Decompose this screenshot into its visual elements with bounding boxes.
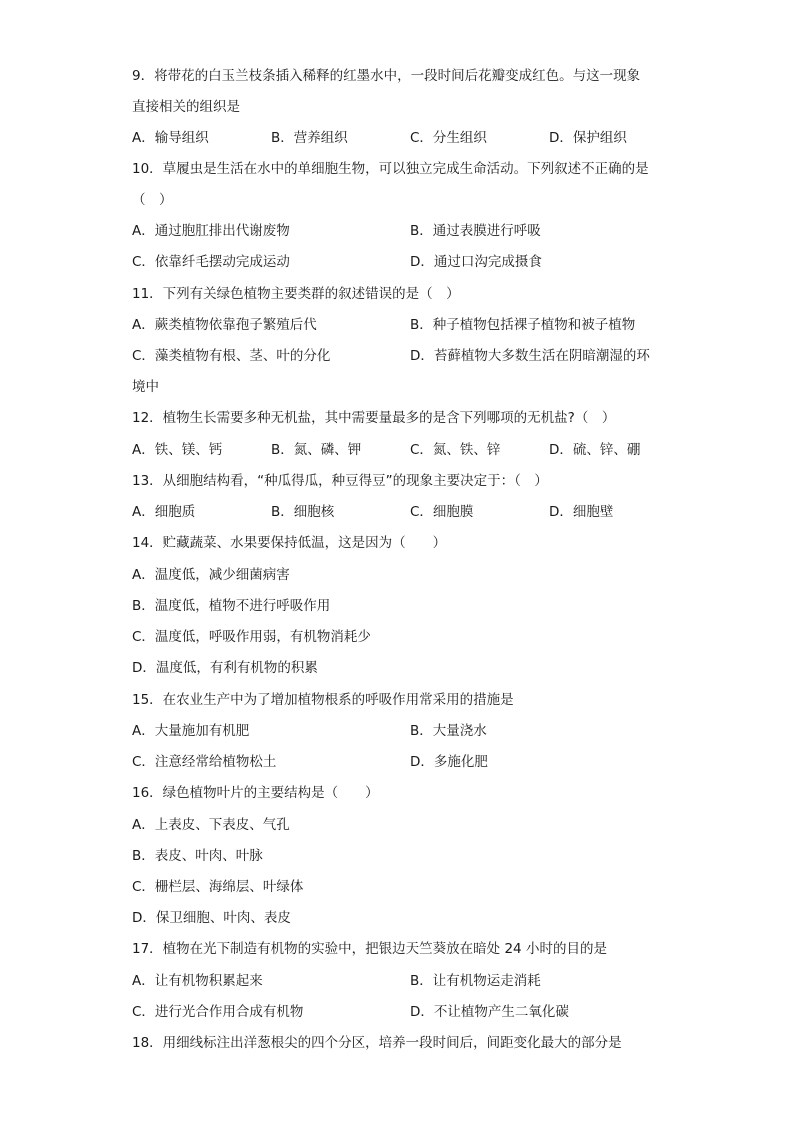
question-14-option-d: D．温度低，有利有机物的积累 [132, 660, 318, 676]
question-14-option-c: C．温度低，呼吸作用弱，有机物消耗少 [132, 629, 371, 645]
question-10-stem-line-1: 10．草履虫是生活在水中的单细胞生物，可以独立完成生命活动。下列叙述不正确的是 [132, 161, 649, 177]
question-14-option-a: A．温度低，减少细菌病害 [132, 567, 290, 583]
question-11-option-a: A．蕨类植物依靠孢子繁殖后代 [132, 317, 317, 333]
question-9-option-a: A．输导组织 [132, 130, 209, 146]
question-9-stem-line-2: 直接相关的组织是 [132, 99, 240, 115]
question-15-option-c: C．注意经常给植物松土 [132, 754, 277, 770]
question-12-option-b: B．氮、磷、钾 [271, 442, 362, 458]
question-11-option-b: B．种子植物包括裸子植物和被子植物 [410, 317, 636, 333]
question-11-option-c: C．藻类植物有根、茎、叶的分化 [132, 348, 331, 364]
question-15-stem: 15．在农业生产中为了增加植物根系的呼吸作用常采用的措施是 [132, 692, 514, 708]
question-11-stem: 11．下列有关绿色植物主要类群的叙述错误的是（ ） [132, 286, 460, 302]
question-16-option-a: A．上表皮、下表皮、气孔 [132, 817, 290, 833]
question-16-option-b: B．表皮、叶肉、叶脉 [132, 848, 263, 864]
question-17-stem: 17．植物在光下制造有机物的实验中，把银边天竺葵放在暗处 24 小时的目的是 [132, 941, 607, 957]
question-16-option-c: C．栅栏层、海绵层、叶绿体 [132, 879, 304, 895]
question-13-option-a: A．细胞质 [132, 504, 196, 520]
question-18-stem: 18．用细线标注出洋葱根尖的四个分区，培养一段时间后，间距变化最大的部分是 [132, 1035, 622, 1051]
question-12-option-d: D．硫、锌、硼 [549, 442, 641, 458]
question-12-option-c: C．氮、铁、锌 [410, 442, 501, 458]
question-9-option-c: C．分生组织 [410, 130, 487, 146]
question-13-stem: 13．从细胞结构看，“种瓜得瓜，种豆得豆”的现象主要决定于：（ ） [132, 473, 548, 489]
question-15-option-b: B．大量浇水 [410, 723, 487, 739]
question-17-option-c: C．进行光合作用合成有机物 [132, 1004, 304, 1020]
question-14-option-b: B．温度低，植物不进行呼吸作用 [132, 598, 331, 614]
question-10-option-b: B．通过表膜进行呼吸 [410, 223, 541, 239]
question-11-option-d-continued: 境中 [132, 379, 159, 395]
question-9-option-b: B．营养组织 [271, 130, 348, 146]
question-13-option-b: B．细胞核 [271, 504, 335, 520]
question-9-stem-line-1: 9．将带花的白玉兰枝条插入稀释的红墨水中，一段时间后花瓣变成红色。与这一现象 [132, 68, 641, 84]
question-10-option-c: C．依靠纤毛摆动完成运动 [132, 254, 290, 270]
question-17-option-a: A．让有机物积累起来 [132, 973, 263, 989]
question-9-option-d: D．保护组织 [549, 130, 627, 146]
question-12-stem: 12．植物生长需要多种无机盐，其中需要量最多的是含下列哪项的无机盐?（ ） [132, 410, 616, 426]
question-13-option-c: C．细胞膜 [410, 504, 474, 520]
question-13-option-d: D．细胞壁 [549, 504, 614, 520]
question-10-stem-line-2: （ ） [132, 192, 173, 208]
question-16-stem: 16．绿色植物叶片的主要结构是（ ） [132, 785, 379, 801]
question-15-option-d: D．多施化肥 [410, 754, 488, 770]
question-16-option-d: D．保卫细胞、叶肉、表皮 [132, 910, 291, 926]
question-14-stem: 14．贮藏蔬菜、水果要保持低温，这是因为（ ） [132, 535, 447, 551]
question-17-option-b: B．让有机物运走消耗 [410, 973, 541, 989]
question-15-option-a: A．大量施加有机肥 [132, 723, 250, 739]
question-10-option-d: D．通过口沟完成摄食 [410, 254, 542, 270]
question-10-option-a: A．通过胞肛排出代谢废物 [132, 223, 290, 239]
question-17-option-d: D．不让植物产生二氧化碳 [410, 1004, 569, 1020]
question-11-option-d: D．苔藓植物大多数生活在阴暗潮湿的环 [410, 348, 650, 364]
question-12-option-a: A．铁、镁、钙 [132, 442, 223, 458]
